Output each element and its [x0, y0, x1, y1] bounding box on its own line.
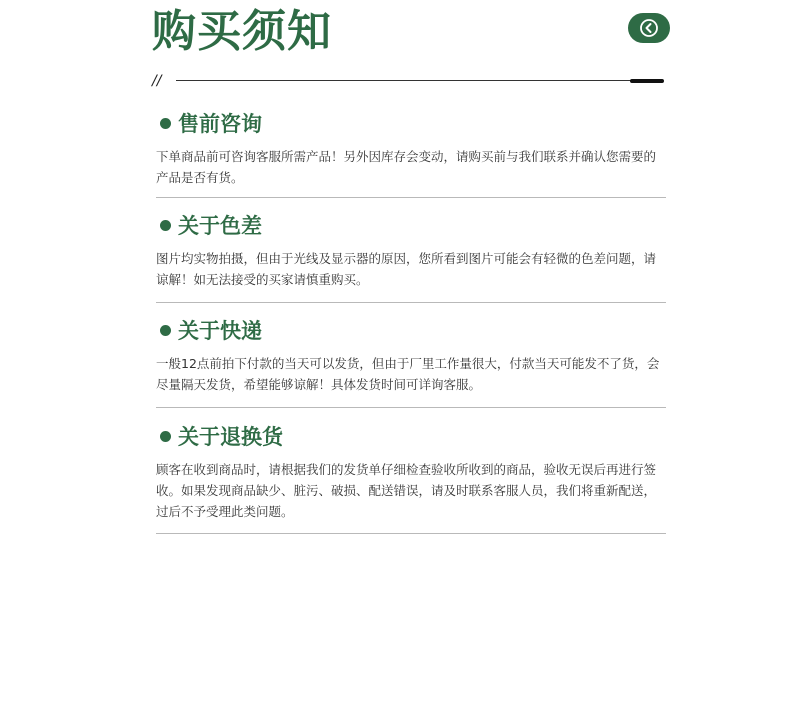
section-heading — [160, 210, 668, 240]
bullet-dot-icon — [160, 325, 171, 336]
divider-slashes: // — [152, 73, 162, 89]
section-color-difference — [156, 210, 668, 290]
divider-line — [176, 80, 662, 81]
bullet-dot-icon — [160, 220, 171, 231]
section-title: 售前咨询 — [178, 112, 262, 136]
section-divider — [156, 407, 666, 408]
header-divider — [152, 72, 664, 90]
section-body: 一般12点前拍下付款的当天可以发货，但由于厂里工作量很大，付款当天可能发不了货，会尽量隔天发货，希望能够谅解！具体发货时间可详询客服。 — [156, 356, 660, 392]
section-returns — [156, 421, 668, 522]
section-body: 下单商品前可咨询客服所需产品！另外因库存会变动，请购买前与我们联系并确认您需要的产品是否有货。 — [156, 149, 657, 185]
bullet-dot-icon — [160, 431, 171, 442]
section-shipping — [156, 315, 668, 395]
bullet-dot-icon — [160, 118, 171, 129]
section-heading — [160, 108, 668, 138]
section-divider — [156, 197, 666, 198]
section-presale — [156, 108, 668, 188]
section-divider — [156, 533, 666, 534]
section-title: 关于退换货 — [178, 425, 283, 449]
page-title: 购买须知 — [152, 6, 332, 57]
back-button[interactable] — [628, 13, 670, 43]
section-title: 关于色差 — [178, 214, 262, 238]
section-divider — [156, 302, 666, 303]
section-heading — [160, 421, 668, 451]
section-body: 图片均实物拍摄，但由于光线及显示器的原因，您所看到图片可能会有轻微的色差问题，请谅解！如无法接受的买家请慎重购买。 — [156, 251, 657, 287]
left-arrow-circle-icon — [639, 18, 659, 38]
section-heading — [160, 315, 668, 345]
section-title: 关于快递 — [178, 319, 262, 343]
divider-accent — [630, 79, 664, 83]
section-body: 顾客在收到商品时，请根据我们的发货单仔细检查验收所收到的商品，验收无误后再进行签收。如果发现商品缺少、脏污、破损、配送错误，请及时联系客服人员，我们将重新配送，过后不予受理此类问题。 — [156, 462, 657, 519]
